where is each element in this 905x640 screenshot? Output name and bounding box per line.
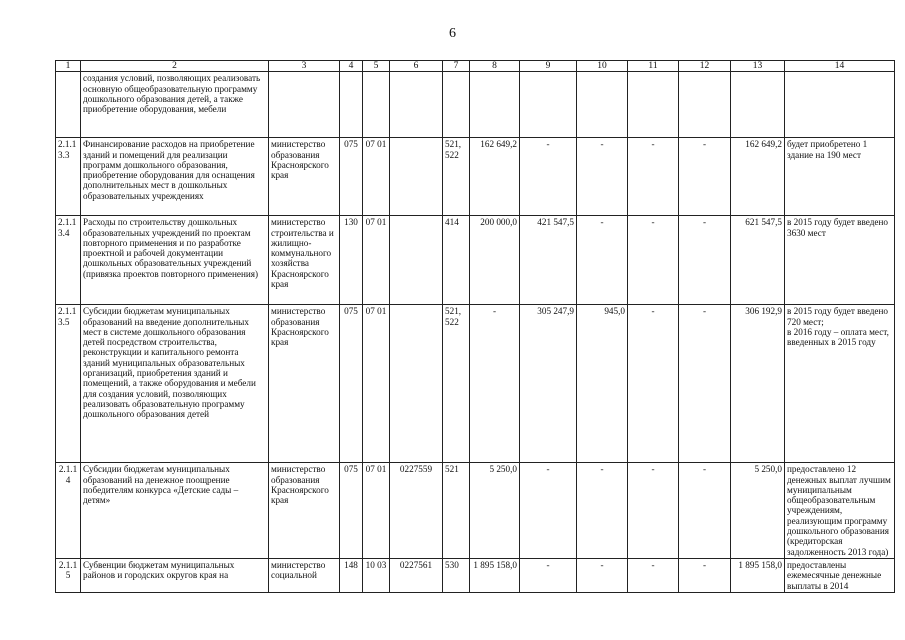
column-header: 14 bbox=[785, 61, 895, 72]
row-c10: - bbox=[577, 216, 628, 305]
row-name: создания условий, позволяющих реализовать основную общеобразовательную программу дошкольного образования детей, а также приобретение оборудования, мебели bbox=[81, 72, 269, 138]
row-c10: - bbox=[577, 558, 628, 592]
row-number: 2.1.13.5 bbox=[56, 305, 81, 463]
column-header: 4 bbox=[340, 61, 363, 72]
column-header: 12 bbox=[679, 61, 731, 72]
row-name: Субсидии бюджетам муниципальных образований на введение дополнительных мест в системе дошкольного образования детей посредством строительства, реконструкции и капитального ремонта зданий муниципальных образовательных организаций, приобретения зданий и помещений, а также оборудования и мебели для создания условий, позволяющих реализовать образовательную программу дошкольного образования детей bbox=[81, 305, 269, 463]
table-row bbox=[56, 72, 895, 138]
row-c4: 075 bbox=[340, 305, 363, 463]
row-name: Субсидии бюджетам муниципальных образований на денежное поощрение победителям конкурса «Детские сады – детям» bbox=[81, 463, 269, 559]
column-header: 13 bbox=[731, 61, 785, 72]
row-c8: - bbox=[470, 305, 520, 463]
row-c11: - bbox=[628, 558, 679, 592]
table-row bbox=[56, 463, 895, 559]
column-header: 5 bbox=[363, 61, 390, 72]
row-ministry: министерство социальной bbox=[269, 558, 340, 592]
row-name: Субвенции бюджетам муниципальных районов и городских округов края на bbox=[81, 558, 269, 592]
row-ministry: министерство образования Красноярского края bbox=[269, 463, 340, 559]
table-row bbox=[56, 138, 895, 216]
row-c13: 1 895 158,0 bbox=[731, 558, 785, 592]
row-c4 bbox=[340, 72, 363, 138]
row-ministry: министерство образования Красноярского края bbox=[269, 305, 340, 463]
row-ministry bbox=[269, 72, 340, 138]
row-c8: 5 250,0 bbox=[470, 463, 520, 559]
row-c8 bbox=[470, 72, 520, 138]
row-number bbox=[56, 72, 81, 138]
row-c8: 200 000,0 bbox=[470, 216, 520, 305]
row-c5: 07 01 bbox=[363, 216, 390, 305]
row-c8: 1 895 158,0 bbox=[470, 558, 520, 592]
row-name: Расходы по строительству дошкольных образовательных учреждений по проектам повторного применения и по разработке проектной и рабочей документации дошкольных образовательных учреждений (привязка проектов повторного применения) bbox=[81, 216, 269, 305]
table-row bbox=[56, 558, 895, 592]
column-header: 1 bbox=[56, 61, 81, 72]
row-c14 bbox=[785, 305, 895, 463]
row-number: 2.1.13.3 bbox=[56, 138, 81, 216]
row-c5: 07 01 bbox=[363, 138, 390, 216]
row-c14-line: в 2015 году будет введено 720 мест; bbox=[787, 306, 888, 327]
column-header: 3 bbox=[269, 61, 340, 72]
row-c8: 162 649,2 bbox=[470, 138, 520, 216]
row-c10: - bbox=[577, 138, 628, 216]
row-c11 bbox=[628, 72, 679, 138]
row-c7: 521, 522 bbox=[443, 138, 470, 216]
row-c14: будет приобретено 1 здание на 190 мест bbox=[785, 138, 895, 216]
row-c9: - bbox=[520, 138, 577, 216]
row-c11: - bbox=[628, 463, 679, 559]
column-header: 6 bbox=[390, 61, 443, 72]
row-number: 2.1.15 bbox=[56, 558, 81, 592]
row-c12: - bbox=[679, 305, 731, 463]
program-table bbox=[55, 60, 895, 593]
row-c5: 07 01 bbox=[363, 305, 390, 463]
row-c14-line: в 2016 году – оплата мест, введенных в 2015 году bbox=[787, 326, 889, 348]
row-c5: 07 01 bbox=[363, 463, 390, 559]
row-c12: - bbox=[679, 216, 731, 305]
row-c4: 075 bbox=[340, 463, 363, 559]
row-c13: 5 250,0 bbox=[731, 463, 785, 559]
row-c7 bbox=[443, 72, 470, 138]
row-c4: 075 bbox=[340, 138, 363, 216]
row-c7: 530 bbox=[443, 558, 470, 592]
row-c13: 306 192,9 bbox=[731, 305, 785, 463]
row-c12 bbox=[679, 72, 731, 138]
row-c12: - bbox=[679, 138, 731, 216]
row-c13: 162 649,2 bbox=[731, 138, 785, 216]
column-header: 2 bbox=[81, 61, 269, 72]
row-c6: 0227561 bbox=[390, 558, 443, 592]
header-row bbox=[56, 61, 895, 72]
row-c14: в 2015 году будет введено 3630 мест bbox=[785, 216, 895, 305]
row-c6 bbox=[390, 138, 443, 216]
row-c12: - bbox=[679, 463, 731, 559]
row-c5 bbox=[363, 72, 390, 138]
row-c6 bbox=[390, 305, 443, 463]
row-c11: - bbox=[628, 305, 679, 463]
row-number: 2.1.13.4 bbox=[56, 216, 81, 305]
column-header: 9 bbox=[520, 61, 577, 72]
row-c14 bbox=[785, 72, 895, 138]
column-header: 10 bbox=[577, 61, 628, 72]
row-c11: - bbox=[628, 138, 679, 216]
row-c5: 10 03 bbox=[363, 558, 390, 592]
row-c6 bbox=[390, 72, 443, 138]
row-c4: 130 bbox=[340, 216, 363, 305]
row-number: 2.1.14 bbox=[56, 463, 81, 559]
row-c9: 421 547,5 bbox=[520, 216, 577, 305]
row-c11: - bbox=[628, 216, 679, 305]
row-c6: 0227559 bbox=[390, 463, 443, 559]
row-c7: 521 bbox=[443, 463, 470, 559]
row-c13 bbox=[731, 72, 785, 138]
row-c10: 945,0 bbox=[577, 305, 628, 463]
row-c10: - bbox=[577, 463, 628, 559]
row-c9 bbox=[520, 72, 577, 138]
row-c7: 521, 522 bbox=[443, 305, 470, 463]
row-c9: - bbox=[520, 463, 577, 559]
row-c10 bbox=[577, 72, 628, 138]
column-header: 11 bbox=[628, 61, 679, 72]
row-c4: 148 bbox=[340, 558, 363, 592]
table-row bbox=[56, 216, 895, 305]
row-name: Финансирование расходов на приобретение зданий и помещений для реализации программ дошкольного образования, приобретение оборудования для оснащения дополнительных мест в дошкольных образовательных учреждениях bbox=[81, 138, 269, 216]
row-c6 bbox=[390, 216, 443, 305]
page-number: 6 bbox=[449, 26, 456, 41]
row-c13: 621 547,5 bbox=[731, 216, 785, 305]
column-header: 8 bbox=[470, 61, 520, 72]
column-header: 7 bbox=[443, 61, 470, 72]
row-c14: предоставлено 12 денежных выплат лучшим муниципальным общеобразовательным учреждениям, реализующим программу дошкольного образования (кредиторская задолженность 2013 года) bbox=[785, 463, 895, 559]
table-row bbox=[56, 305, 895, 463]
row-c9: - bbox=[520, 558, 577, 592]
row-c12: - bbox=[679, 558, 731, 592]
row-ministry: министерство образования Красноярского края bbox=[269, 138, 340, 216]
row-c14: предоставлены ежемесячные денежные выплаты в 2014 bbox=[785, 558, 895, 592]
row-c9: 305 247,9 bbox=[520, 305, 577, 463]
row-ministry: министерство строительства и жилищно-коммунального хозяйства Красноярского края bbox=[269, 216, 340, 305]
row-c7: 414 bbox=[443, 216, 470, 305]
